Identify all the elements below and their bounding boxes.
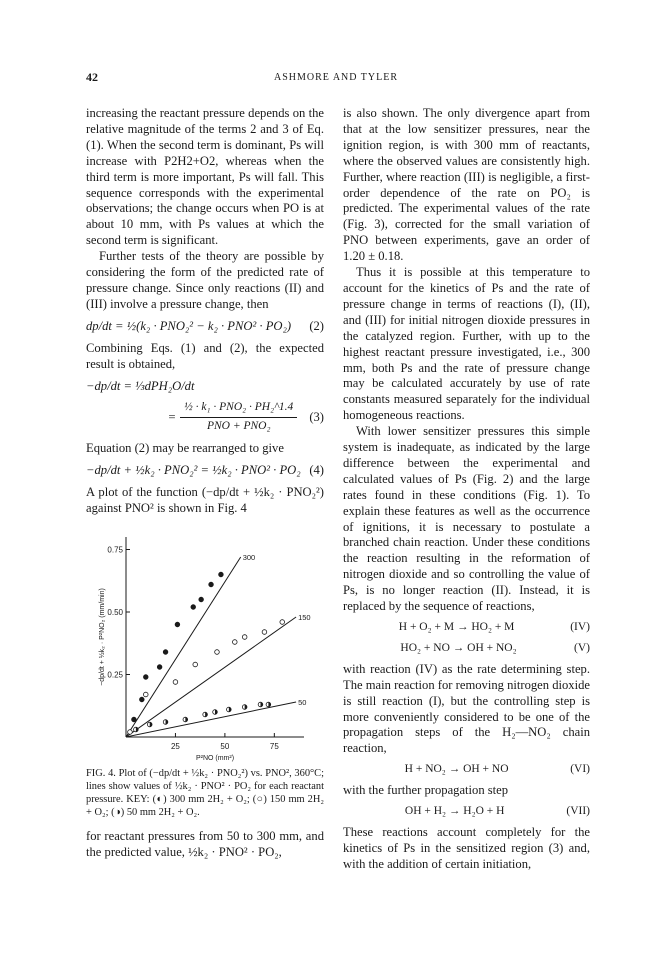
- paragraph: with reaction (IV) as the rate determining step. The main reaction for removing nitrogen dioxide is still reaction (I), but the controlling step is more conveniently considered to be one of the propagation steps of the H₂—NO₂ chain reaction,: [343, 661, 590, 756]
- page-number: 42: [86, 70, 98, 84]
- data-point: [193, 662, 198, 667]
- x-tick-label: 50: [220, 741, 230, 751]
- data-point: [143, 692, 148, 697]
- equation-number: (2): [309, 318, 324, 333]
- left-column: [86, 106, 324, 861]
- data-point: [199, 597, 204, 602]
- x-tick-label: 25: [170, 741, 180, 751]
- equation-number: (3): [309, 409, 324, 424]
- paragraph: increasing the reactant pressure depends on the relative magnitude of the terms 2 and 3 of Eq. (1). When the second term is dominant, Ps will increase with P2H2+O2, whereas when the third term is more important, Ps will fall. This sequence corresponds with the experimental observations; the change occurs when PO is at about 10 mm, with Ps values at which the second term is significant.: [86, 106, 324, 248]
- paragraph: Thus it is possible at this temperature to account for the kinetics of Ps and the rate of pressure change in terms of reactions (I), (II), and (III) for initial nitrogen dioxide pressures in the catalyzed region. Further, with up to the highest reactant pressure investigated, i.e., 300 mm, both Ps and the rate of pressure change may be calculated accurately by use of rate constants measured separately for the individual homogeneous reactions.: [343, 265, 590, 423]
- y-tick-label: 0.25: [107, 670, 123, 680]
- equation-VII: [343, 804, 590, 820]
- equation-4: [86, 463, 324, 479]
- data-point: [262, 630, 267, 635]
- line-label: 150: [298, 612, 311, 622]
- paragraph: With lower sensitizer pressures this simple system is inadequate, as indicated by the large difference between the experimental and calculated values of Ps (Fig. 2) and the large rates found in these conditions (Fig. 1). To explain these features as well as the occurrence of ignitions, it is necessary to postulate a branched chain reaction. Under these conditions the reaction resulting in the reformation of nitrogen dioxide and so controlling the value of Ps, is no longer reaction (II). Instead, it is replaced by the sequence of reactions,: [343, 424, 590, 614]
- fit-line-300: [126, 557, 241, 737]
- running-head: ASHMORE AND TYLER: [273, 72, 399, 83]
- equation-text: dp/dt = ½(k₂ · PNO₂² − k₂ · PNO² · PO₂): [86, 318, 292, 333]
- figure-caption: FIG. 4. Plot of (−dp/dt + ½k₂ · PNO₂²) vs. PNO², 360°C; lines show values of ½k₂ · PNO² · PO₂ for each reactant pressure. KEY: (◐) 300 mm 2H₂ + O₂; (○) 150 mm 2H₂ + O₂; (◑) 50 mm 2H₂ + O₂.: [86, 767, 324, 818]
- equation-IV: [343, 620, 590, 636]
- data-point: [163, 650, 168, 655]
- equation-number: (VI): [570, 763, 590, 776]
- data-point: [143, 675, 148, 680]
- data-point: [242, 635, 247, 640]
- x-axis-label: P²NO (mm²): [195, 754, 235, 762]
- fraction: [180, 400, 297, 435]
- y-tick-label: 0.75: [107, 545, 123, 555]
- data-point: [157, 665, 162, 670]
- line-label: 50: [298, 697, 307, 707]
- equation-number: (VII): [566, 805, 590, 818]
- data-point: [215, 650, 220, 655]
- data-point: [132, 717, 137, 722]
- paragraph: Further tests of the theory are possible by considering the form of the predicted rate of pressure change. Since only reactions (II) and (III) involve a pressure change, then: [86, 249, 324, 311]
- paragraph: is also shown. The only divergence apart from that at the low sensitizer pressures, near the ignition region, is with 300 mm of reactants, where the observed values are consistently high. Further, where reaction (III) is negligible, a first-order dependence of the rate on PO₂ is predicted. The experimental values of the rate (Fig. 3), corrected for the small variation of PNO between experiments, gave an order of 1.20 ± 0.18.: [343, 106, 590, 264]
- paragraph: Combining Eqs. (1) and (2), the expected result is obtained,: [86, 340, 324, 371]
- chart: [86, 523, 324, 763]
- data-point: [128, 730, 133, 735]
- x-tick-label: 75: [269, 741, 279, 751]
- equation-text: −dp/dt + ½k₂ · PNO₂² = ½k₂ · PNO² · PO₂: [86, 463, 301, 478]
- equation-text: H + O₂ + M → HO₂ + M: [398, 621, 515, 633]
- paragraph: These reactions account completely for the kinetics of Ps in the sensitized region (3) and, with the addition of certain initiation,: [343, 824, 590, 871]
- equation-text: H + NO₂ → OH + NO: [404, 763, 509, 776]
- data-point: [209, 582, 214, 587]
- fraction-denominator: PNO + PNO₂: [206, 420, 271, 433]
- paragraph: A plot of the function (−dp/dt + ½k₂ · PNO₂²) against PNO² is shown in Fig. 4: [86, 485, 324, 515]
- equation-text: HO₂ + NO → OH + NO₂: [400, 641, 517, 654]
- data-point: [140, 697, 145, 702]
- line-label: 300: [242, 552, 256, 562]
- data-point: [219, 572, 224, 577]
- figure-4: [86, 523, 324, 763]
- data-point: [191, 605, 196, 610]
- fraction-numerator: ½ · k₁ · PNO₂ · PH₂^1.4: [180, 400, 297, 418]
- data-point: [280, 620, 285, 625]
- y-axis-label: −dp/dt + ½k₂ · P²NO₂ (mm/min): [99, 588, 106, 686]
- right-column: [343, 106, 590, 873]
- equation-2: [86, 319, 324, 335]
- paragraph: Equation (2) may be rearranged to give: [86, 441, 284, 456]
- data-point: [175, 622, 180, 627]
- equation-text: −dp/dt = ⅓dPH₂O/dt: [86, 378, 195, 393]
- equation-3a: [86, 379, 324, 395]
- paragraph: for reactant pressures from 50 to 300 mm, and the predicted value, ½k₂ · PNO² · PO₂,: [86, 828, 324, 859]
- equation-text: OH + H₂ → H₂O + H: [404, 805, 505, 818]
- data-point: [173, 680, 178, 685]
- y-tick-label: 0.50: [107, 607, 123, 617]
- data-point: [232, 640, 237, 645]
- equation-V: [343, 641, 590, 657]
- equation-3: = $\frac{\text{½ · k₁ · PNO₂ · PH₂\textasciicircum{}1.4}}{\text{PNO + PNO₂}}$ (3): [86, 400, 324, 435]
- equation-number: (4): [309, 463, 324, 478]
- paragraph: with the further propagation step: [343, 783, 509, 798]
- equation-VI: [343, 762, 590, 778]
- equation-number: (IV): [570, 621, 590, 633]
- equation-number: (V): [574, 641, 590, 654]
